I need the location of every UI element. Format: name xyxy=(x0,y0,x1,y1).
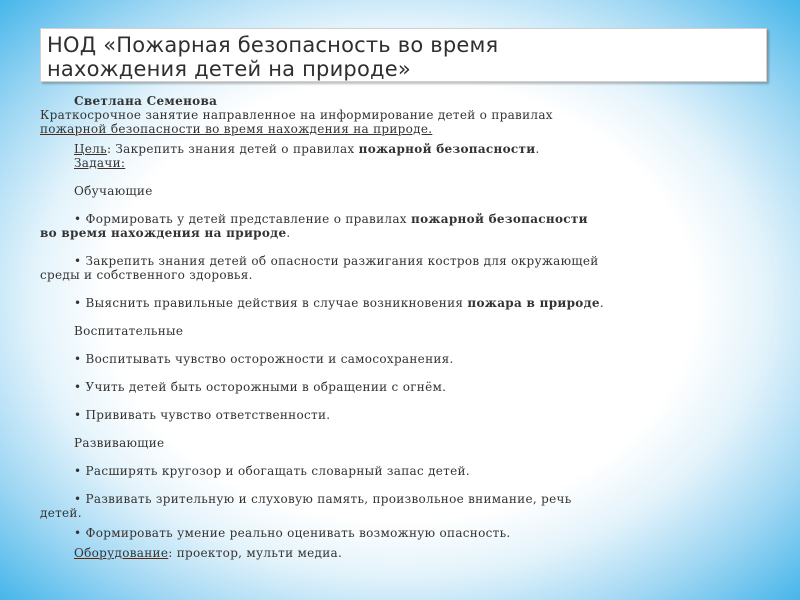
teaching-item-2: • Закрепить знания детей об опасности разжигания костров для окружающей xyxy=(74,254,599,268)
teaching-item-1-bold-2: во время нахождения на природе xyxy=(40,226,287,240)
teaching-item-3 xyxy=(40,296,770,310)
teaching-item-1 xyxy=(40,212,770,226)
upbringing-heading: Воспитательные xyxy=(74,324,184,338)
goal-label: Цель xyxy=(74,142,107,156)
slide-title xyxy=(47,33,762,81)
title-line-2: нахождения детей на природе» xyxy=(47,57,411,81)
teaching-heading: Обучающие xyxy=(74,184,153,198)
goal-bold: пожарной безопасности xyxy=(358,142,536,156)
teaching-item-3-end: . xyxy=(599,296,604,310)
teaching-item-3-bold: пожара в природе xyxy=(467,296,600,310)
slide xyxy=(40,24,765,584)
goal-end: . xyxy=(535,142,540,156)
title-line-1: НОД «Пожарная безопасность во время xyxy=(47,33,499,57)
upbringing-item-2: • Учить детей быть осторожными в обращении с огнём. xyxy=(74,380,447,394)
goal-text: : Закрепить знания детей о правилах xyxy=(106,142,359,156)
equipment-text: : проектор, мульти медиа. xyxy=(168,546,343,560)
goal-paragraph xyxy=(40,142,770,156)
teaching-item-1-text: • Формировать у детей представление о правилах xyxy=(74,212,411,226)
slide-title-box xyxy=(40,28,767,82)
teaching-item-1-end: . xyxy=(286,226,291,240)
developing-item-2-cont: детей. xyxy=(40,506,82,520)
summary-line-2: пожарной безопасности во время нахождения на природе. xyxy=(40,122,433,136)
tasks-label: Задачи: xyxy=(74,156,126,170)
upbringing-item-1: • Воспитывать чувство осторожности и самосохранения. xyxy=(74,352,454,366)
teaching-item-1-bold: пожарной безопасности xyxy=(410,212,588,226)
upbringing-item-3: • Прививать чувство ответственности. xyxy=(74,408,331,422)
equipment-label: Оборудование xyxy=(74,546,169,560)
summary-line-1: Краткосрочное занятие направленное на информирование детей о правилах xyxy=(40,108,553,122)
developing-item-2: • Развивать зрительную и слуховую память, произвольное внимание, речь xyxy=(74,492,572,506)
developing-heading: Развивающие xyxy=(74,436,165,450)
teaching-item-1-cont xyxy=(40,226,770,240)
developing-item-3: • Формировать умение реально оценивать возможную опасность. xyxy=(74,526,511,540)
teaching-item-2-cont: среды и собственного здоровья. xyxy=(40,268,253,282)
teaching-item-3-text: • Выяснить правильные действия в случае возникновения xyxy=(74,296,468,310)
developing-item-1: • Расширять кругозор и обогащать словарный запас детей. xyxy=(74,464,470,478)
slide-content xyxy=(40,94,770,560)
equipment-paragraph xyxy=(40,546,770,560)
author-name: Светлана Семенова xyxy=(74,94,218,108)
